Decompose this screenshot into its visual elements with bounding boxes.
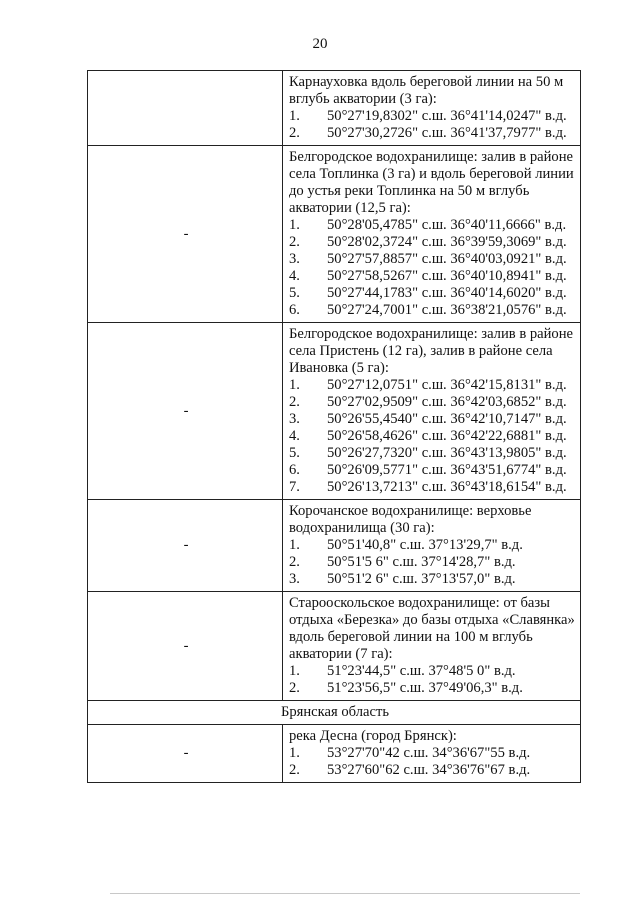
coordinate-value: 50°51'40,8" с.ш. 37°13'29,7" в.д. xyxy=(327,537,523,553)
coordinate-value: 50°27'19,8302" с.ш. 36°41'14,0247" в.д. xyxy=(327,108,567,124)
dash-cell: - xyxy=(88,500,283,592)
coordinate-number: 3. xyxy=(289,571,300,587)
coordinate-number: 2. xyxy=(289,125,300,141)
coordinate-value: 50°27'02,9509" с.ш. 36°42'03,6852" в.д. xyxy=(327,394,567,410)
coordinate-value: 50°26'55,4540" с.ш. 36°42'10,7147" в.д. xyxy=(327,411,567,427)
coordinate-item xyxy=(289,479,576,496)
coordinate-value: 50°51'2 6" с.ш. 37°13'57,0" в.д. xyxy=(327,571,516,587)
coordinate-item xyxy=(289,394,576,411)
location-cell xyxy=(283,500,581,592)
coordinate-number: 1. xyxy=(289,108,300,124)
coordinate-value: 50°28'05,4785" с.ш. 36°40'11,6666" в.д. xyxy=(327,217,567,233)
coordinate-item xyxy=(289,762,576,779)
coordinate-item xyxy=(289,428,576,445)
table-row xyxy=(88,146,581,323)
table-row xyxy=(88,500,581,592)
coordinate-item xyxy=(289,680,576,697)
coordinate-number: 7. xyxy=(289,479,300,495)
coordinate-number: 4. xyxy=(289,268,300,284)
coordinate-item xyxy=(289,663,576,680)
table-row xyxy=(88,725,581,783)
coordinate-value: 50°26'09,5771" с.ш. 36°43'51,6774" в.д. xyxy=(327,462,567,478)
coordinate-number: 2. xyxy=(289,680,300,696)
location-cell xyxy=(283,323,581,500)
coordinate-item xyxy=(289,217,576,234)
table-body xyxy=(88,71,581,783)
coordinate-value: 51°23'44,5" с.ш. 37°48'5 0" в.д. xyxy=(327,663,516,679)
coordinate-value: 50°26'58,4626" с.ш. 36°42'22,6881" в.д. xyxy=(327,428,567,444)
page-number: 20 xyxy=(312,36,328,52)
coordinate-value: 50°27'12,0751" с.ш. 36°42'15,8131" в.д. xyxy=(327,377,567,393)
coordinate-item xyxy=(289,745,576,762)
coordinate-item xyxy=(289,445,576,462)
coordinate-number: 1. xyxy=(289,537,300,553)
location-description: Карнауховка вдоль береговой линии на 50 м вглубь акватории (3 га): xyxy=(289,74,564,107)
table-row xyxy=(88,592,581,701)
location-cell xyxy=(283,146,581,323)
location-description: Старооскольское водохранилище: от базы отдыха «Березка» до базы отдыха «Славянка» вдоль береговой линии на 100 м вглубь акватории (7 га): xyxy=(289,595,575,662)
coordinate-number: 2. xyxy=(289,554,300,570)
coordinate-number: 1. xyxy=(289,663,300,679)
table-row xyxy=(88,323,581,500)
coordinate-value: 53°27'60"62 с.ш. 34°36'76"67 в.д. xyxy=(327,762,531,778)
coordinate-value: 51°23'56,5" с.ш. 37°49'06,3" в.д. xyxy=(327,680,523,696)
coordinate-value: 50°26'27,7320" с.ш. 36°43'13,9805" в.д. xyxy=(327,445,567,461)
dash-cell: - xyxy=(88,725,283,783)
coordinate-value: 50°28'02,3724" с.ш. 36°39'59,3069" в.д. xyxy=(327,234,567,250)
location-description: Корочанское водохранилище: верховье водохранилища (30 га): xyxy=(289,503,532,536)
coordinate-item xyxy=(289,377,576,394)
table-row xyxy=(88,71,581,146)
coordinate-number: 1. xyxy=(289,377,300,393)
coordinate-value: 50°27'30,2726" с.ш. 36°41'37,7977" в.д. xyxy=(327,125,567,141)
coordinate-value: 50°26'13,7213" с.ш. 36°43'18,6154" в.д. xyxy=(327,479,567,495)
coordinate-number: 3. xyxy=(289,411,300,427)
coordinate-value: 50°27'57,8857" с.ш. 36°40'03,0921" в.д. xyxy=(327,251,567,267)
coordinate-number: 2. xyxy=(289,394,300,410)
coordinate-item xyxy=(289,554,576,571)
coordinate-number: 3. xyxy=(289,251,300,267)
location-description: река Десна (город Брянск): xyxy=(289,728,457,744)
coordinate-value: 50°51'5 6" с.ш. 37°14'28,7" в.д. xyxy=(327,554,516,570)
coordinate-value: 50°27'58,5267" с.ш. 36°40'10,8941" в.д. xyxy=(327,268,567,284)
coordinate-item xyxy=(289,268,576,285)
coordinate-value: 50°27'44,1783" с.ш. 36°40'14,6020" в.д. xyxy=(327,285,567,301)
coordinate-item xyxy=(289,108,576,125)
coordinate-item xyxy=(289,537,576,554)
location-description: Белгородское водохранилище: залив в районе села Пристень (12 га), залив в районе села Ивановка (5 га): xyxy=(289,326,574,376)
location-cell xyxy=(283,71,581,146)
coordinate-item xyxy=(289,462,576,479)
location-cell xyxy=(283,592,581,701)
region-heading: Брянская область xyxy=(88,701,581,725)
location-cell xyxy=(283,725,581,783)
coordinate-item xyxy=(289,285,576,302)
coordinate-item xyxy=(289,571,576,588)
dash-cell: - xyxy=(88,592,283,701)
coordinate-item xyxy=(289,411,576,428)
coordinate-number: 1. xyxy=(289,745,300,761)
coordinate-number: 6. xyxy=(289,462,300,478)
region-row xyxy=(88,701,581,725)
coordinate-number: 6. xyxy=(289,302,300,318)
dash-cell xyxy=(88,71,283,146)
coordinate-number: 4. xyxy=(289,428,300,444)
coordinate-item xyxy=(289,251,576,268)
coordinate-item xyxy=(289,302,576,319)
coordinate-number: 1. xyxy=(289,217,300,233)
coordinate-item xyxy=(289,234,576,251)
regulation-table xyxy=(87,70,581,783)
coordinate-number: 2. xyxy=(289,234,300,250)
location-description: Белгородское водохранилище: залив в районе села Топлинка (3 га) и вдоль береговой линии до устья реки Топлинка на 50 м вглубь акватории (12,5 га): xyxy=(289,149,574,216)
bottom-rule xyxy=(110,893,580,894)
coordinate-value: 50°27'24,7001" с.ш. 36°38'21,0576" в.д. xyxy=(327,302,567,318)
coordinate-item xyxy=(289,125,576,142)
coordinate-number: 2. xyxy=(289,762,300,778)
coordinate-value: 53°27'70"42 с.ш. 34°36'67"55 в.д. xyxy=(327,745,531,761)
coordinate-number: 5. xyxy=(289,285,300,301)
dash-cell: - xyxy=(88,146,283,323)
coordinate-number: 5. xyxy=(289,445,300,461)
dash-cell: - xyxy=(88,323,283,500)
